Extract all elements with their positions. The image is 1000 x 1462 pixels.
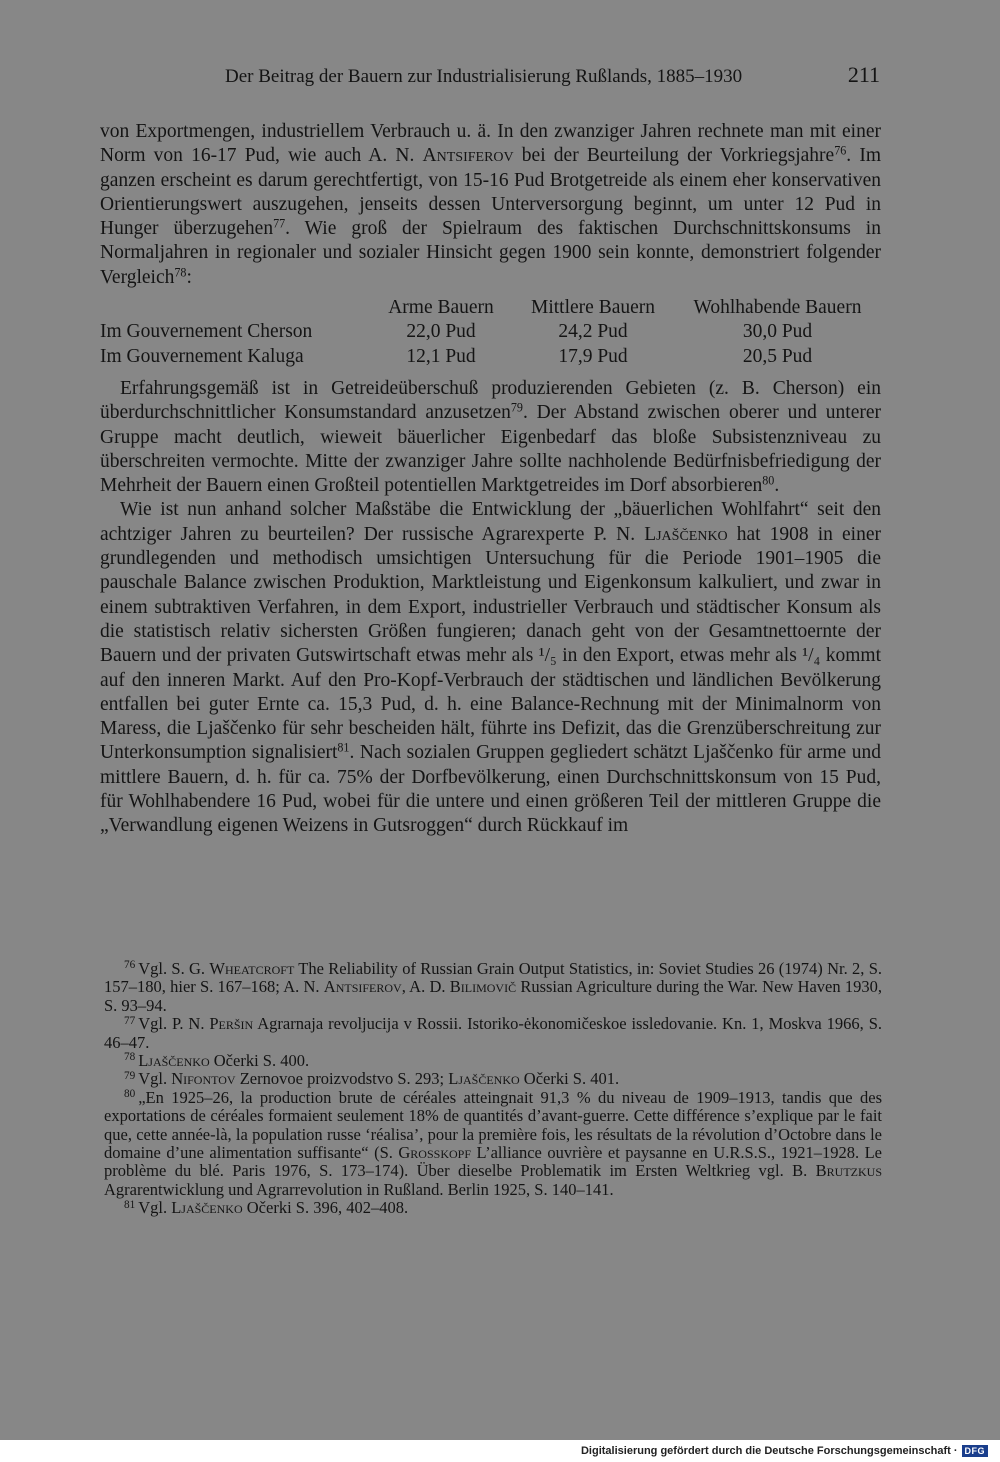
running-head: Der Beitrag der Bauern zur Industrialisierung Rußlands, 1885–1930 (225, 66, 743, 87)
table-cell: Im Gouvernement Cherson (100, 321, 313, 343)
footnote-text: Vgl. S. G. Wheatcroft The Reliability of Russian Grain Output Statistics, in: Soviet Studies 26 (1974) Nr. 2, S. 157–180, hier S. 167–168; A. N. Antsiferov, A. D. Bilimovič Russian Agriculture during the War. New Haven 1930, S. 93–94. (104, 959, 883, 1015)
author-name: Peršin (209, 1014, 254, 1034)
author-name: Bilimovič (449, 977, 517, 997)
table-cell: 17,9 Pud (558, 345, 628, 367)
footnote (104, 1015, 882, 1052)
table-cell: 22,0 Pud (406, 321, 476, 343)
column-header: Wohlhabende Bauern (693, 297, 862, 319)
table-cell: 12,1 Pud (406, 345, 476, 367)
dfg-logo: DFG (962, 1445, 989, 1457)
footnote-ref: 78 (174, 265, 187, 280)
footnote-number: 77 (124, 1014, 136, 1027)
table-cell: 24,2 Pud (558, 321, 628, 343)
footnote (104, 1089, 882, 1199)
table-cell: 30,0 Pud (742, 321, 813, 343)
page-header (100, 62, 880, 92)
footnote-text: Vgl. Ljaščenko Očerki S. 396, 402–408. (138, 1198, 409, 1218)
footnote-number: 80 (124, 1088, 136, 1101)
author-name: Antsiferov (422, 145, 514, 167)
footnote-text: Vgl. P. N. Peršin Agrarnaja revoljucija v Rossii. Istoriko-ėkonomičeskoe issledovanie. Kn. 1, Moskva 1966, S. 46–47. (104, 1014, 882, 1052)
author-name: Wheatcroft (209, 959, 295, 978)
column-header (100, 296, 370, 320)
footnote-ref: 77 (273, 216, 286, 231)
table-header-row (100, 296, 881, 320)
paragraph: Erfahrungsgemäß ist in Getreideüberschuß produzierenden Gebieten (z. B. Cherson) ein überdurchschnittlicher Konsumstandard anzusetzen$^{79}$. Der Abstand zwischen oberer und unterer Gruppe macht deutlich, wieweit bäuerlicher Eigenbedarf das bloße Subsistenzniveau zu überschreiten vermochte. Mitte der zwanziger Jahre sollte nachholende Bedürfnisbefriedigung der Mehrheit der Bauern einen Großteil potentiellen Marktgetreides im Dorf absorbieren$^{80}$. (100, 377, 881, 497)
footnote-number: 81 (124, 1198, 136, 1211)
footnote-text: „En 1925–26, la production brute de céréales atteingnait 91,3 % du niveau de 1909–1913, tandis que des exportations de céréales formaient seulement 18% de quantités d’avant-guerre. Cette différence s’explique par le fait que, cette année-là, la population russe ‘réalisa’, pour la première fois, les résultats de la révolution d’Octobre dans le domaine d’une alimentation suffisante“ (S. Grosskopf L’alliance ouvrière et paysanne en U.R.S.S., 1921–1928. Le problème du blé. Paris 1976, S. 173–174). Über dieselbe Problematik im Ersten Weltkrieg vgl. B. Brutzkus Agrarentwicklung und Agrarrevolution in Rußland. Berlin 1925, S. 140–141. (104, 1087, 882, 1199)
main-text (100, 120, 881, 839)
table-row (100, 345, 881, 369)
footnote (104, 1070, 882, 1088)
column-header: Arme Bauern (388, 297, 494, 319)
footnotes (104, 960, 882, 1218)
page-number: 211 (847, 62, 880, 87)
column-header: Mittlere Bauern (531, 297, 655, 319)
footnote-number: 78 (124, 1051, 136, 1064)
footnote-ref: 76 (834, 143, 847, 158)
comparison-table (100, 296, 881, 369)
author-name: Nifontov (171, 1069, 236, 1089)
footnote-ref: 80 (762, 473, 775, 488)
footnote-text: Vgl. Nifontov Zernovoe proizvodstvo S. 293; Ljaščenko Očerki S. 401. (138, 1069, 620, 1089)
author-name: Ljaščenko (171, 1198, 243, 1218)
footnote (104, 960, 882, 1015)
author-name: Ljaščenko (644, 523, 728, 545)
table-cell: 20,5 Pud (742, 345, 813, 367)
footnote-ref: 79 (510, 400, 523, 415)
author-name: Antsiferov (323, 977, 402, 997)
footnote (104, 1052, 882, 1070)
footnote-ref: 81 (337, 740, 350, 755)
author-name: Brutzkus (815, 1161, 882, 1181)
footnote-text: Ljaščenko Očerki S. 400. (138, 1051, 310, 1071)
author-name: Ljaščenko (138, 1051, 210, 1071)
footnote (104, 1199, 882, 1217)
table-row (100, 320, 881, 344)
paragraph: Wie ist nun anhand solcher Maßstäbe die Entwicklung der „bäuerlichen Wohlfahrt“ seit den achtziger Jahren zu beurteilen? Der russische Agrarexperte P. N. Ljaščenko hat 1908 in einer grundlegenden und methodisch umsichtigen Untersuchung für die Periode 1901–1905 die pauschale Balance zwischen Produktion, Marktleistung und Eigenkonsum kalkuliert, und zwar in einem subtraktiven Verfahren, in dem Export, industrieller Verbrauch und städtischer Konsum als die statistisch relativ sichersten Größen fungieren; danach geht von der Gesamtnettoernte der Bauern und der privaten Gutswirtschaft etwas mehr als ¹/₅ in den Export, etwas mehr als ¹/₄ kommt auf den inneren Markt. Auf den Pro-Kopf-Verbrauch der städtischen und ländlichen Bevölkerung entfallen bei guter Ernte ca. 15,3 Pud, d. h. eine Balance-Rechnung mit der Minimalnorm von Maress, die Ljaščenko für sehr bescheiden hält, führte ins Defizit, das die Grenzüberschreitung zur Unterkonsumption signalisiert$^{81}$. Nach sozialen Gruppen gegliedert schätzt Ljaščenko für arme und mittlere Bauern, d. h. für ca. 75% der Dorfbevölkerung, einen Durchschnittskonsum von 15 Pud, für Wohlhabendere 16 Pud, wobei für die untere und einen größeren Teil der mittleren Gruppe die „Verwandlung eigenen Weizens in Gutsroggen“ durch Rückkauf im (100, 499, 881, 837)
footnote-number: 79 (124, 1069, 136, 1082)
author-name: Ljaščenko (448, 1069, 520, 1089)
paragraph: von Exportmengen, industriellem Verbrauch u. ä. In den zwanziger Jahren rechnete man mit einer Norm von 16-17 Pud, wie auch A. N. Antsiferov bei der Beurteilung der Vorkriegsjahre$^{76}$. Im ganzen erscheint es darum gerechtfertigt, von 15-16 Pud Brotgetreide als einem eher konservativen Orientierungswert auszugehen, jenseits dessen Unterversorgung beginnt, um unter 12 Pud in Hunger überzugehen$^{77}$. Wie groß der Spielraum des faktischen Durchschnittskonsums in Normaljahren in regionaler und sozialer Hinsicht gegen 1900 sein konnte, demonstriert folgender Vergleich$^{78}$: (100, 121, 881, 288)
table-cell: Im Gouvernement Kaluga (100, 345, 304, 367)
digitization-credit (581, 1444, 988, 1458)
author-name: Grosskopf (398, 1143, 472, 1163)
credit-text: Digitalisierung gefördert durch die Deutsche Forschungsgemeinschaft · (580, 1445, 958, 1457)
footnote-number: 76 (124, 959, 136, 972)
